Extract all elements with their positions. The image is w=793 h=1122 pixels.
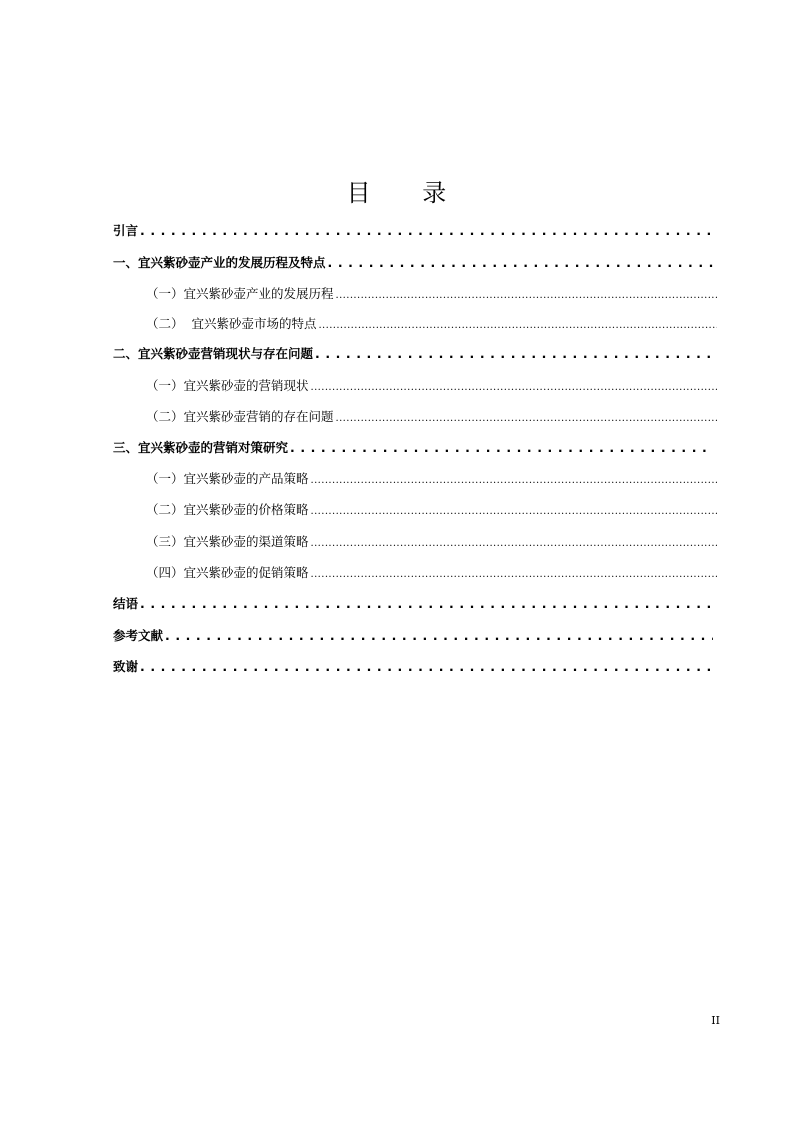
toc-dot-leader (140, 657, 713, 677)
page-number: II (711, 1014, 720, 1027)
toc-entry-label: （一）宜兴紫砂壶产业的发展历程 (146, 286, 334, 301)
toc-entry-chapter-3[interactable] (113, 438, 713, 458)
toc-dot-leader (336, 284, 717, 306)
toc-entry-section-2-2[interactable] (146, 407, 717, 427)
toc-entry-chapter-2[interactable] (113, 344, 713, 364)
toc-dot-leader (311, 469, 717, 491)
toc-dot-leader (318, 314, 717, 336)
toc-entry-introduction[interactable] (113, 221, 713, 241)
toc-entry-label: 二、宜兴紫砂壶营销现状与存在问题 (113, 346, 314, 361)
toc-dot-leader (336, 407, 717, 429)
toc-dot-leader (311, 563, 717, 585)
toc-entry-section-3-4[interactable] (146, 563, 717, 583)
toc-entry-section-3-1[interactable] (146, 469, 717, 489)
toc-dot-leader (328, 253, 713, 273)
toc-dot-leader (140, 594, 713, 614)
toc-entry-label: 引言 (113, 223, 139, 238)
toc-entry-label: 参考文献 (113, 628, 164, 643)
toc-entry-references[interactable] (113, 626, 713, 646)
toc-entry-section-3-3[interactable] (146, 532, 717, 552)
toc-dot-leader (290, 438, 713, 458)
toc-entry-acknowledgements[interactable] (113, 657, 713, 677)
toc-entry-conclusion[interactable] (113, 594, 713, 614)
toc-dot-leader (165, 626, 713, 646)
toc-entry-section-3-2[interactable] (146, 500, 717, 520)
toc-entry-label: 三、宜兴紫砂壶的营销对策研究 (113, 440, 289, 455)
toc-entry-section-1-1[interactable] (146, 284, 717, 304)
toc-entry-label: 结语 (113, 596, 139, 611)
toc-entry-label: 致谢 (113, 659, 139, 674)
toc-entry-label: （一）宜兴紫砂壶的产品策略 (146, 471, 309, 486)
toc-entry-label: （一）宜兴紫砂壶的营销现状 (146, 378, 309, 393)
toc-entry-label: （三）宜兴紫砂壶的渠道策略 (146, 534, 309, 549)
toc-dot-leader (311, 376, 717, 398)
toc-entry-section-2-1[interactable] (146, 376, 717, 396)
toc-entry-label: （四）宜兴紫砂壶的促销策略 (146, 565, 309, 580)
toc-entry-label: 一、宜兴紫砂壶产业的发展历程及特点 (113, 255, 326, 270)
toc-dot-leader (140, 221, 713, 241)
toc-dot-leader (311, 500, 717, 522)
toc-entry-label: （二） 宜兴紫砂壶市场的特点 (146, 316, 317, 331)
toc-entry-section-1-2[interactable] (146, 314, 717, 334)
toc-title: 目 录 (346, 179, 469, 208)
toc-entry-chapter-1[interactable] (113, 253, 713, 273)
toc-entry-label: （二）宜兴紫砂壶营销的存在问题 (146, 409, 334, 424)
toc-dot-leader (311, 532, 717, 554)
toc-entry-label: （二）宜兴紫砂壶的价格策略 (146, 502, 309, 517)
toc-dot-leader (315, 344, 713, 364)
